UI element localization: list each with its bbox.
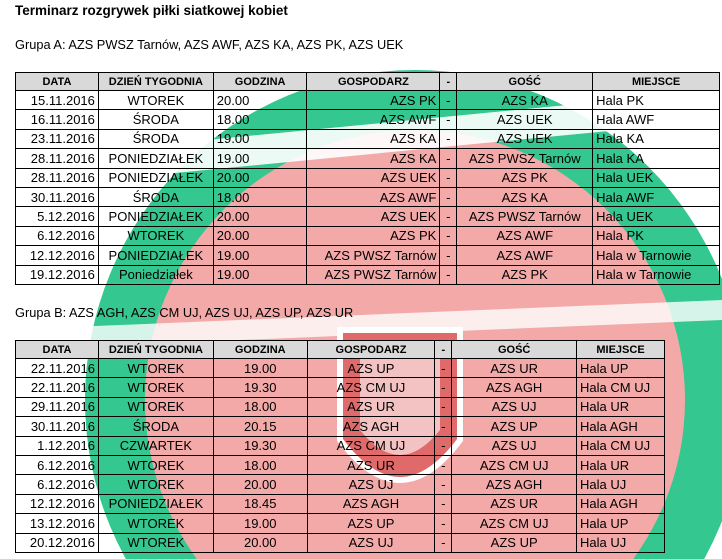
cell-dash: - (435, 533, 452, 552)
cell-host: AZS AGH (307, 417, 435, 436)
col-header-time: GODZINA (213, 341, 307, 359)
cell-date: 6.12.2016 (16, 475, 99, 494)
cell-host: AZS KA (307, 129, 440, 148)
cell-day: WTOREK (98, 455, 213, 474)
group-a-table (15, 72, 720, 285)
cell-day: WTOREK (98, 533, 213, 552)
table-row (16, 207, 720, 226)
col-header-venue: MIEJSCE (593, 73, 720, 91)
cell-time: 19.30 (213, 378, 307, 397)
cell-venue: Hala UP (577, 359, 665, 378)
table-row (16, 265, 720, 284)
cell-host: AZS UEK (307, 168, 440, 187)
cell-time: 20.00 (213, 226, 307, 245)
cell-host: AZS AWF (307, 110, 440, 129)
cell-time: 18.00 (213, 397, 307, 416)
table-header-row (16, 73, 720, 91)
cell-time: 19.00 (213, 129, 307, 148)
cell-time: 18.00 (213, 187, 307, 206)
cell-guest: AZS UR (452, 359, 577, 378)
cell-date: 23.11.2016 (16, 129, 99, 148)
cell-host: AZS UR (307, 455, 435, 474)
cell-date: 22.11.2016 (16, 359, 99, 378)
cell-venue: Hala w Tarnowie (593, 265, 720, 284)
cell-day: WTOREK (98, 91, 213, 110)
col-header-guest: GOŚĆ (457, 73, 593, 91)
cell-day: CZWARTEK (98, 436, 213, 455)
cell-dash: - (435, 494, 452, 513)
cell-guest: AZS UR (452, 494, 577, 513)
table-row (16, 494, 665, 513)
cell-dash: - (435, 417, 452, 436)
cell-host: AZS UEK (307, 207, 440, 226)
table-row (16, 129, 720, 148)
cell-dash: - (440, 207, 457, 226)
col-header-time: GODZINA (213, 73, 307, 91)
col-header-dash: - (435, 341, 452, 359)
cell-guest: AZS KA (457, 91, 593, 110)
cell-guest: AZS CM UJ (452, 455, 577, 474)
cell-host: AZS AGH (307, 494, 435, 513)
cell-dash: - (440, 129, 457, 148)
cell-host: AZS CM UJ (307, 378, 435, 397)
cell-time: 19.00 (213, 149, 307, 168)
col-header-date: DATA (16, 73, 99, 91)
cell-day: ŚRODA (98, 110, 213, 129)
cell-date: 28.11.2016 (16, 149, 99, 168)
table-row (16, 436, 665, 455)
col-header-guest: GOŚĆ (452, 341, 577, 359)
cell-date: 1.12.2016 (16, 436, 99, 455)
table-row (16, 378, 665, 397)
cell-guest: AZS KA (457, 187, 593, 206)
cell-venue: Hala CM UJ (577, 436, 665, 455)
cell-date: 30.11.2016 (16, 187, 99, 206)
table-row (16, 246, 720, 265)
cell-dash: - (435, 455, 452, 474)
cell-dash: - (440, 91, 457, 110)
cell-day: ŚRODA (98, 187, 213, 206)
cell-venue: Hala AWF (593, 110, 720, 129)
cell-host: AZS UP (307, 514, 435, 533)
cell-dash: - (440, 226, 457, 245)
cell-guest: AZS AGH (452, 475, 577, 494)
cell-guest: AZS UEK (457, 129, 593, 148)
cell-host: AZS PWSZ Tarnów (307, 265, 440, 284)
cell-venue: Hala w Tarnowie (593, 246, 720, 265)
cell-day: ŚRODA (98, 129, 213, 148)
cell-dash: - (435, 378, 452, 397)
cell-venue: Hala UJ (577, 533, 665, 552)
cell-guest: AZS UEK (457, 110, 593, 129)
cell-guest: AZS PK (457, 265, 593, 284)
cell-time: 20.00 (213, 207, 307, 226)
group-b-table (15, 340, 665, 553)
table-row (16, 397, 665, 416)
cell-time: 19.30 (213, 436, 307, 455)
table-row (16, 91, 720, 110)
cell-host: AZS UJ (307, 475, 435, 494)
cell-dash: - (440, 110, 457, 129)
cell-time: 19.00 (213, 246, 307, 265)
cell-day: ŚRODA (98, 417, 213, 436)
cell-date: 19.12.2016 (16, 265, 99, 284)
cell-guest: AZS AGH (452, 378, 577, 397)
cell-day: WTOREK (98, 359, 213, 378)
cell-guest: AZS UP (452, 533, 577, 552)
cell-host: AZS UJ (307, 533, 435, 552)
table-row (16, 187, 720, 206)
col-header-host: GOSPODARZ (307, 341, 435, 359)
table-row (16, 168, 720, 187)
table-row (16, 110, 720, 129)
cell-dash: - (435, 436, 452, 455)
cell-date: 12.12.2016 (16, 246, 99, 265)
cell-host: AZS KA (307, 149, 440, 168)
cell-date: 6.12.2016 (16, 455, 99, 474)
document-title: Terminarz rozgrywek piłki siatkowej kobiet (15, 3, 288, 18)
cell-venue: Hala PK (593, 226, 720, 245)
table-header-row (16, 341, 665, 359)
cell-dash: - (435, 359, 452, 378)
cell-guest: AZS UJ (452, 436, 577, 455)
cell-day: WTOREK (98, 475, 213, 494)
cell-dash: - (435, 397, 452, 416)
col-header-day: DZIEŃ TYGODNIA (98, 341, 213, 359)
cell-time: 20.15 (213, 417, 307, 436)
cell-dash: - (440, 168, 457, 187)
col-header-host: GOSPODARZ (307, 73, 440, 91)
cell-day: WTOREK (98, 397, 213, 416)
cell-venue: Hala KA (593, 149, 720, 168)
col-header-day: DZIEŃ TYGODNIA (98, 73, 213, 91)
cell-venue: Hala AGH (577, 417, 665, 436)
table-row (16, 226, 720, 245)
table-row (16, 514, 665, 533)
cell-venue: Hala AWF (593, 187, 720, 206)
cell-time: 20.00 (213, 475, 307, 494)
cell-venue: Hala UP (577, 514, 665, 533)
cell-dash: - (440, 246, 457, 265)
cell-time: 19.00 (213, 514, 307, 533)
cell-dash: - (440, 149, 457, 168)
cell-venue: Hala PK (593, 91, 720, 110)
cell-date: 22.11.2016 (16, 378, 99, 397)
cell-venue: Hala UEK (593, 168, 720, 187)
table-row (16, 359, 665, 378)
group-a-heading: Grupa A: AZS PWSZ Tarnów, AZS AWF, AZS KA, AZS PK, AZS UEK (15, 37, 404, 52)
cell-day: PONIEDZIAŁEK (98, 149, 213, 168)
cell-date: 5.12.2016 (16, 207, 99, 226)
cell-host: AZS CM UJ (307, 436, 435, 455)
cell-guest: AZS UP (452, 417, 577, 436)
cell-date: 12.12.2016 (16, 494, 99, 513)
table-row (16, 475, 665, 494)
cell-host: AZS AWF (307, 187, 440, 206)
cell-day: Poniedziałek (98, 265, 213, 284)
cell-time: 18.00 (213, 455, 307, 474)
cell-time: 18.00 (213, 110, 307, 129)
cell-host: AZS PK (307, 91, 440, 110)
cell-date: 16.11.2016 (16, 110, 99, 129)
cell-dash: - (435, 514, 452, 533)
cell-host: AZS PWSZ Tarnów (307, 246, 440, 265)
cell-guest: AZS UJ (452, 397, 577, 416)
cell-time: 20.00 (213, 91, 307, 110)
cell-day: WTOREK (98, 226, 213, 245)
cell-venue: Hala UJ (577, 475, 665, 494)
cell-dash: - (440, 187, 457, 206)
cell-time: 19.00 (213, 359, 307, 378)
cell-guest: AZS PWSZ Tarnów (457, 207, 593, 226)
col-header-date: DATA (16, 341, 99, 359)
cell-date: 28.11.2016 (16, 168, 99, 187)
cell-day: PONIEDZIAŁEK (98, 246, 213, 265)
cell-time: 20.00 (213, 168, 307, 187)
cell-venue: Hala KA (593, 129, 720, 148)
cell-guest: AZS CM UJ (452, 514, 577, 533)
cell-guest: AZS PK (457, 168, 593, 187)
cell-time: 20.00 (213, 533, 307, 552)
cell-guest: AZS AWF (457, 226, 593, 245)
cell-guest: AZS PWSZ Tarnów (457, 149, 593, 168)
cell-venue: Hala CM UJ (577, 378, 665, 397)
cell-day: WTOREK (98, 514, 213, 533)
cell-venue: Hala AGH (577, 494, 665, 513)
cell-time: 19.00 (213, 265, 307, 284)
cell-venue: Hala UR (577, 397, 665, 416)
col-header-venue: MIEJSCE (577, 341, 665, 359)
cell-guest: AZS AWF (457, 246, 593, 265)
cell-time: 18.45 (213, 494, 307, 513)
cell-host: AZS PK (307, 226, 440, 245)
cell-date: 6.12.2016 (16, 226, 99, 245)
cell-venue: Hala UR (577, 455, 665, 474)
col-header-dash: - (440, 73, 457, 91)
table-row (16, 455, 665, 474)
cell-dash: - (440, 265, 457, 284)
cell-day: PONIEDZIAŁEK (98, 207, 213, 226)
cell-date: 15.11.2016 (16, 91, 99, 110)
table-row (16, 149, 720, 168)
cell-date: 13.12.2016 (16, 514, 99, 533)
cell-date: 29.11.2016 (16, 397, 99, 416)
cell-day: PONIEDZIAŁEK (98, 168, 213, 187)
cell-date: 20.12.2016 (16, 533, 99, 552)
cell-dash: - (435, 475, 452, 494)
group-b-heading: Grupa B: AZS AGH, AZS CM UJ, AZS UJ, AZS UP, AZS UR (15, 305, 354, 320)
cell-day: PONIEDZIAŁEK (98, 494, 213, 513)
cell-day: WTOREK (98, 378, 213, 397)
cell-venue: Hala UEK (593, 207, 720, 226)
table-row (16, 417, 665, 436)
cell-host: AZS UP (307, 359, 435, 378)
cell-host: AZS UR (307, 397, 435, 416)
cell-date: 30.11.2016 (16, 417, 99, 436)
table-row (16, 533, 665, 552)
